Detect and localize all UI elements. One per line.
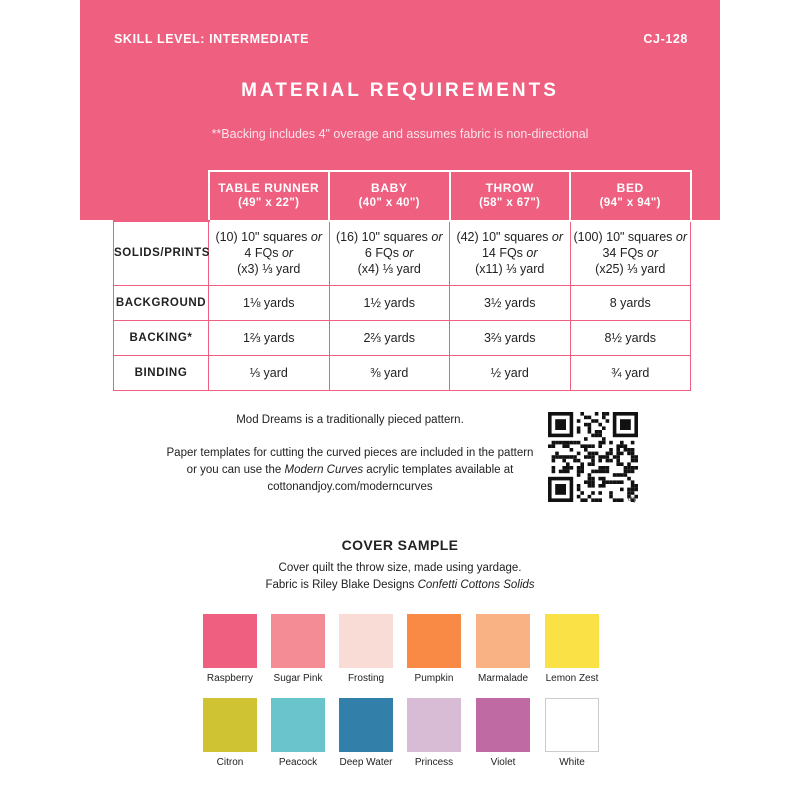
qr-module (598, 470, 602, 474)
qr-module (595, 470, 599, 474)
qr-module (606, 470, 610, 474)
row-label: BACKING* (114, 320, 209, 355)
qr-module (598, 444, 602, 448)
table-row-backing (114, 320, 691, 355)
swatch-citron (203, 698, 257, 752)
qr-module (598, 491, 602, 495)
cover-description: Cover quilt the throw size, made using yardage. (278, 562, 522, 574)
qr-module (620, 444, 624, 448)
qr-module (577, 452, 581, 456)
qr-module (552, 444, 556, 448)
qr-module (602, 455, 606, 459)
qr-module (631, 484, 635, 488)
qr-module (577, 459, 581, 463)
qr-module (602, 477, 606, 481)
qr-module (577, 473, 581, 477)
qr-module (591, 462, 595, 466)
cell-or: or (431, 230, 443, 245)
swatch-label: Peacock (278, 757, 318, 768)
column-size: (94" x 94") (599, 197, 661, 209)
row-label: SOLIDS/PRINTS (114, 221, 209, 285)
qr-module (555, 484, 566, 495)
qr-module (620, 419, 631, 430)
pattern-info (150, 412, 550, 496)
qr-module (562, 444, 566, 448)
swatch-violet (476, 698, 530, 752)
table-row-background (114, 285, 691, 320)
qr-module (588, 455, 592, 459)
qr-module (577, 484, 581, 488)
qr-module (634, 484, 638, 488)
qr-module (588, 423, 592, 427)
qr-module (598, 430, 602, 434)
qr-module (591, 491, 595, 495)
qr-module (631, 480, 635, 484)
qr-module (620, 462, 624, 466)
qr-module (616, 498, 620, 502)
cell-text: (100) 10" squares (573, 230, 673, 245)
qr-module (580, 491, 584, 495)
product-name: Modern Curves (284, 464, 364, 476)
cell-or: or (675, 230, 688, 245)
swatch-label: Citron (216, 757, 244, 768)
qr-module (606, 452, 610, 456)
pattern-code: CJ-128 (643, 32, 688, 46)
qr-module (598, 484, 602, 488)
qr-module (616, 462, 620, 466)
qr-module (588, 430, 592, 434)
website-link[interactable]: cottonandjoy.com/moderncurves (267, 481, 433, 493)
swatch-label: Raspberry (206, 673, 254, 684)
qr-module (580, 462, 584, 466)
cell-or: or (310, 230, 323, 245)
qr-module (584, 423, 588, 427)
column-header-baby (329, 171, 450, 221)
qr-module (584, 455, 588, 459)
qr-module (609, 452, 613, 456)
swatch-raspberry (203, 614, 257, 668)
qr-module (566, 470, 570, 474)
qr-module (616, 448, 620, 452)
qr-module (552, 455, 556, 459)
column-header-table-runner (209, 171, 330, 221)
cell-or: or (646, 246, 659, 261)
header-blank-cell (114, 171, 209, 221)
swatch-frosting (339, 614, 393, 668)
qr-module (613, 473, 617, 477)
qr-module (570, 455, 574, 459)
qr-module (584, 444, 588, 448)
qr-module (616, 455, 620, 459)
qr-module (631, 452, 635, 456)
qr-module (570, 441, 574, 445)
qr-module (591, 470, 595, 474)
qr-module (580, 466, 584, 470)
qr-module (616, 452, 620, 456)
swatch-lemon-zest (545, 614, 599, 668)
cover-sample-title: COVER SAMPLE (341, 537, 459, 553)
qr-module (577, 426, 581, 430)
qr-module (634, 459, 638, 463)
qr-module (606, 455, 610, 459)
column-name: THROW (485, 181, 534, 195)
column-name: TABLE RUNNER (218, 181, 320, 195)
qr-module (555, 419, 566, 430)
qr-module (584, 416, 588, 420)
swatch-label: Lemon Zest (545, 673, 599, 684)
qr-caption: tilly (628, 497, 637, 503)
qr-module (566, 444, 570, 448)
qr-module (577, 466, 581, 470)
qr-module (609, 480, 613, 484)
qr-module (577, 488, 581, 492)
qr-module (559, 441, 563, 445)
qr-module (577, 430, 581, 434)
qr-module (602, 412, 606, 416)
table-cell: 1⅔ yards (209, 320, 330, 355)
qr-module (620, 480, 624, 484)
cell-text: (16) 10" squares (335, 230, 428, 245)
qr-module (595, 430, 599, 434)
swatch-white (545, 698, 599, 752)
qr-module (584, 448, 588, 452)
table-cell: ⅜ yard (329, 355, 450, 390)
qr-module (591, 444, 595, 448)
column-size: (49" x 22") (238, 197, 300, 209)
qr-module (562, 441, 566, 445)
qr-module (616, 480, 620, 484)
swatch-label: Sugar Pink (273, 673, 323, 684)
info-line (150, 462, 550, 479)
table-cell: 8½ yards (570, 320, 691, 355)
qr-module (620, 452, 624, 456)
qr-module (609, 495, 613, 499)
qr-module (552, 459, 556, 463)
column-size: (40" x 40") (358, 197, 420, 209)
qr-module (552, 441, 556, 445)
qr-module (631, 448, 635, 452)
swatch-label: Marmalade (477, 673, 529, 684)
swatch-label: Deep Water (339, 757, 393, 768)
qr-module (555, 441, 559, 445)
qr-module (627, 491, 631, 495)
qr-module (588, 477, 592, 481)
table-cell: 1⅛ yards (209, 285, 330, 320)
qr-module (624, 466, 628, 470)
swatch-label: White (559, 757, 585, 768)
qr-module (613, 455, 617, 459)
qr-module (580, 444, 584, 448)
qr-module (634, 455, 638, 459)
fabric-text: Fabric is Riley Blake Designs (265, 579, 418, 591)
qr-module (602, 441, 606, 445)
swatch-label: Frosting (347, 673, 385, 684)
cell-text: 14 FQs (481, 246, 523, 261)
swatch-label: Violet (490, 757, 516, 768)
qr-module (566, 441, 570, 445)
qr-module (627, 452, 631, 456)
qr-module (591, 434, 595, 438)
qr-module (566, 455, 570, 459)
table-row-solids (114, 221, 691, 285)
backing-note: **Backing includes 4" overage and assumes fabric is non-directional (211, 127, 589, 141)
qr-module (598, 423, 602, 427)
qr-module (548, 444, 552, 448)
row-label: BINDING (114, 355, 209, 390)
qr-module (606, 459, 610, 463)
qr-module (620, 441, 624, 445)
qr-module (606, 412, 610, 416)
qr-module (588, 426, 592, 430)
qr-module (595, 434, 599, 438)
qr-module (634, 488, 638, 492)
qr-module (602, 470, 606, 474)
qr-module (591, 419, 595, 423)
qr-module (591, 480, 595, 484)
swatch-deep-water (339, 698, 393, 752)
qr-module (591, 455, 595, 459)
table-cell: 2⅔ yards (329, 320, 450, 355)
qr-module (616, 473, 620, 477)
cell-text: (x25) ⅓ yard (595, 262, 666, 277)
qr-module (631, 441, 635, 445)
qr-module (627, 477, 631, 481)
qr-module (627, 470, 631, 474)
cell-or: or (402, 246, 414, 261)
qr-module (598, 466, 602, 470)
info-line: Mod Dreams is a traditionally pieced pattern. (236, 414, 464, 426)
qr-module (588, 416, 592, 420)
swatch-pumpkin (407, 614, 461, 668)
qr-module (588, 462, 592, 466)
cell-text: (x11) ⅓ yard (475, 262, 545, 277)
cell-or: or (281, 246, 294, 261)
qr-module (606, 419, 610, 423)
qr-module (570, 448, 574, 452)
row-label: BACKGROUND (114, 285, 209, 320)
qr-module (631, 459, 635, 463)
fabric-collection: Confetti Cottons Solids (417, 579, 535, 591)
qr-module (588, 495, 592, 499)
qr-module (573, 459, 577, 463)
table-cell: 8 yards (570, 285, 691, 320)
qr-module (559, 470, 563, 474)
table-cell: ⅓ yard (209, 355, 330, 390)
qr-module (573, 455, 577, 459)
qr-module (609, 459, 613, 463)
table-cell (450, 221, 571, 285)
qr-module (613, 480, 617, 484)
cell-text: (x3) ⅓ yard (237, 262, 301, 277)
qr-module (624, 473, 628, 477)
qr-module (627, 488, 631, 492)
cell-text: 6 FQs (364, 246, 399, 261)
qr-module (570, 466, 574, 470)
qr-module (602, 466, 606, 470)
qr-module (598, 477, 602, 481)
cell-text: 34 FQs (602, 246, 644, 261)
qr-module (591, 459, 595, 463)
qr-module (552, 466, 556, 470)
qr-module (588, 473, 592, 477)
qr-module (588, 452, 592, 456)
qr-module (602, 426, 606, 430)
qr-module (555, 455, 559, 459)
cell-or: or (526, 246, 538, 261)
qr-module (591, 484, 595, 488)
qr-module (602, 437, 606, 441)
qr-module (577, 495, 581, 499)
qr-module (591, 452, 595, 456)
qr-module (595, 419, 599, 423)
qr-module (577, 419, 581, 423)
cell-text: (x4) ⅓ yard (357, 262, 421, 277)
qr-module (588, 480, 592, 484)
qr-module (580, 498, 584, 502)
qr-module (562, 459, 566, 463)
qr-module (627, 462, 631, 466)
table-cell: 1½ yards (329, 285, 450, 320)
table-cell (209, 221, 330, 285)
qr-module (602, 480, 606, 484)
qr-code-icon[interactable] (548, 412, 640, 508)
qr-module (631, 455, 635, 459)
table-row-binding (114, 355, 691, 390)
column-header-throw (450, 171, 571, 221)
qr-module (577, 470, 581, 474)
qr-module (609, 448, 613, 452)
qr-module (584, 437, 588, 441)
qr-module (616, 444, 620, 448)
qr-module (562, 470, 566, 474)
qr-module (616, 459, 620, 463)
qr-module (595, 412, 599, 416)
qr-module (573, 441, 577, 445)
column-name: BED (616, 181, 644, 195)
qr-module (631, 466, 635, 470)
qr-module (598, 434, 602, 438)
swatch-label: Pumpkin (414, 673, 454, 684)
qr-module (620, 473, 624, 477)
cell-text: 4 FQs (244, 246, 279, 261)
skill-level: SKILL LEVEL: INTERMEDIATE (114, 32, 310, 46)
qr-module (555, 452, 559, 456)
table-cell: ¾ yard (570, 355, 691, 390)
info-line: Paper templates for cutting the curved pieces are included in the pattern (166, 447, 534, 459)
cell-text: (42) 10" squares (456, 230, 549, 245)
qr-module (624, 470, 628, 474)
qr-module (598, 459, 602, 463)
qr-module (598, 498, 602, 502)
material-requirements-table (113, 170, 692, 391)
qr-module (566, 466, 570, 470)
qr-module (602, 416, 606, 420)
column-name: BABY (371, 181, 408, 195)
swatch-sugar-pink (271, 614, 325, 668)
table-cell: ½ yard (450, 355, 571, 390)
qr-module (580, 412, 584, 416)
info-text: acrylic templates available at (363, 464, 514, 476)
qr-module (559, 455, 563, 459)
column-size: (58" x 67") (479, 197, 541, 209)
qr-module (606, 480, 610, 484)
qr-module (602, 484, 606, 488)
qr-module (595, 498, 599, 502)
qr-module (577, 441, 581, 445)
qr-module (624, 444, 628, 448)
qr-module (595, 452, 599, 456)
table-cell (329, 221, 450, 285)
swatch-peacock (271, 698, 325, 752)
cell-or: or (551, 230, 564, 245)
qr-module (627, 448, 631, 452)
qr-module (562, 455, 566, 459)
fabric-line (0, 579, 800, 591)
swatch-label: Princess (414, 757, 454, 768)
qr-module (562, 466, 566, 470)
column-header-bed (570, 171, 691, 221)
qr-module (566, 462, 570, 466)
qr-module (613, 498, 617, 502)
qr-module (588, 484, 592, 488)
qr-module (584, 498, 588, 502)
qr-module (627, 466, 631, 470)
qr-module (634, 466, 638, 470)
qr-module (620, 498, 624, 502)
page-title: MATERIAL REQUIREMENTS (241, 80, 559, 101)
qr-module (584, 480, 588, 484)
table-cell: 3⅔ yards (450, 320, 571, 355)
qr-module (580, 470, 584, 474)
qr-module (606, 466, 610, 470)
swatch-princess (407, 698, 461, 752)
qr-module (609, 491, 613, 495)
qr-module (624, 448, 628, 452)
qr-module (591, 498, 595, 502)
qr-module (609, 441, 613, 445)
qr-module (631, 491, 635, 495)
table-header-row (114, 171, 691, 221)
table-cell: 3½ yards (450, 285, 571, 320)
qr-module (588, 444, 592, 448)
cell-text: (10) 10" squares (215, 230, 308, 245)
qr-module (620, 488, 624, 492)
qr-module (631, 488, 635, 492)
swatch-marmalade (476, 614, 530, 668)
info-text: or you can use the (186, 464, 285, 476)
qr-module (552, 470, 556, 474)
table-cell (570, 221, 691, 285)
qr-module (598, 441, 602, 445)
qr-module (631, 470, 635, 474)
qr-module (598, 455, 602, 459)
qr-module (591, 477, 595, 481)
